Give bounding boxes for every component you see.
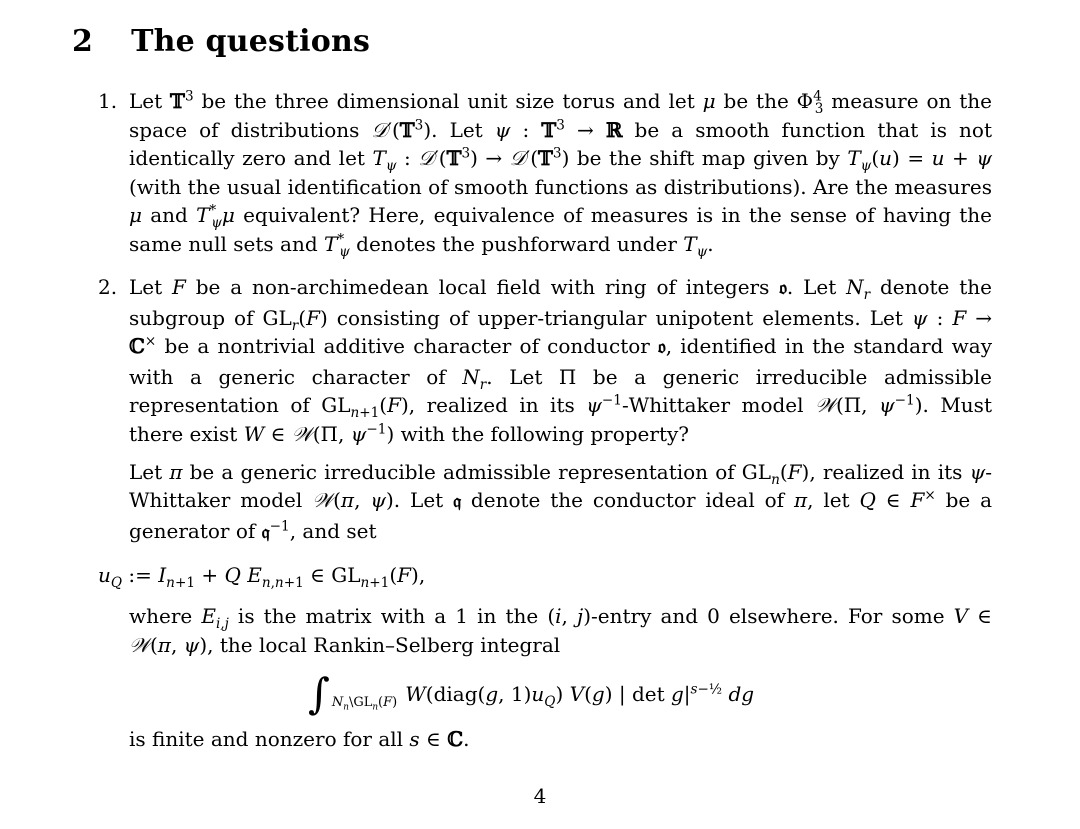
question-1 [98, 87, 992, 259]
page-number: 4 [533, 784, 547, 808]
question-number: 2. [98, 275, 118, 299]
display-integral [98, 669, 992, 719]
section-title: The questions [131, 24, 371, 59]
integral-domain: $N_n\backslash GL_n(F)$ [331, 694, 398, 713]
question-2 [98, 273, 992, 754]
question-paragraph: where $E_{i,j}$ is the matrix with a 1 in the (i, j)-entry and 0 elsewhere. For some V ∈ 𝒲(π, ψ), the local Rankin–Selberg integral [129, 603, 992, 657]
question-paragraph: is finite and nonzero for all s ∈ ℂ. [129, 727, 470, 752]
section-heading [72, 24, 370, 59]
section-number: 2 [72, 24, 94, 59]
display-equation: $u_Q$ := $I_{n+1} + Q$ $E_{n,n+1}$ ∈ $GL_{n+1}(F)$, [98, 563, 426, 592]
integral-sign: ∫ [308, 669, 330, 719]
integrand: W(diag(g, $1)u_Q$) V(g) | $\det g|^{s-\frac{1}{2}}$ dg [405, 681, 755, 710]
question-number: 1. [98, 89, 118, 113]
question-paragraph: Let F be a non-archimedean local field with ring of integers 𝔬. Let $N_r$ denote the subgroup of $GL_r(F)$ consisting of upper-triangular unipotent elements. Let ψ : F → ℂ× be a nontrivial additive character of conductor 𝔬, identified in the standard way with a generic character of $N_r$. Let Π be a generic irreducible admissible representation of $GL_{n+1}(F)$, realized in its $\psi^{-1}$-Whittaker model 𝒲(Π, $\psi^{-1}$). Must there exist W ∈ 𝒲(Π, $\psi^{-1}$) with the following property? [129, 275, 993, 446]
question-paragraph: Let 𝕋$^3$ be the three dimensional unit size torus and let μ be the $\Phi^4_3$ measure on the space of distributions 𝒟′(𝕋$^3$). Let ψ : 𝕋$^3$ → ℝ be a smooth function that is not identically zero and let $T_\psi$ : 𝒟′(𝕋$^3$) → 𝒟′(𝕋$^3$) be the shift map given by $T_\psi(u) = u + \psi$ (with the usual identification of smooth functions as distributions). Are the measures μ and $T^*_\psi\mu$ equivalent? Here, equivalence of measures is in the sense of having the same null sets and $T^*_\psi$ denotes the pushforward under $T_\psi$. [129, 88, 993, 260]
question-paragraph: Let π be a generic irreducible admissible representation of $GL_n(F)$, realized in its ψ-Whittaker model 𝒲(π, ψ). Let 𝔮 denote the conductor ideal of π, let Q ∈ F× be a generator of 𝔮$^{-1}$, and set [129, 459, 993, 543]
